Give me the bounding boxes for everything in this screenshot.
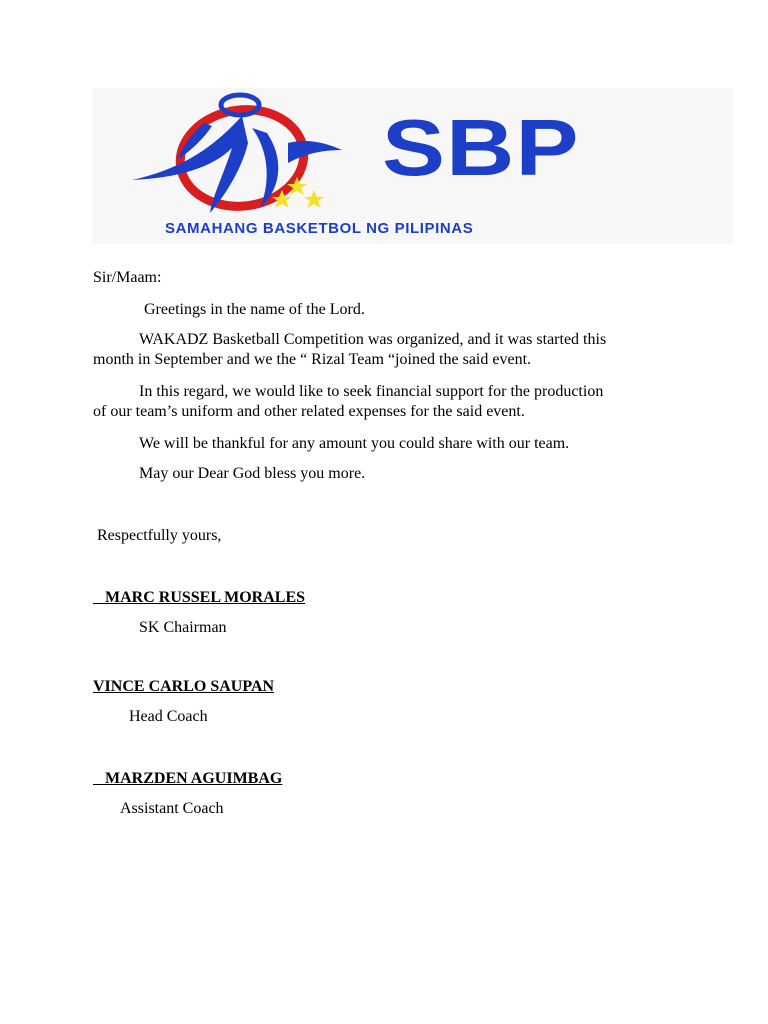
signatory-title: SK Chairman (139, 619, 227, 636)
paragraph-3: We will be thankful for any amount you could share with our team. (139, 435, 570, 452)
signatory-name: MARZDEN AGUIMBAG (93, 770, 283, 787)
paragraph-2-line-1: In this regard, we would like to seek financial support for the production (139, 383, 604, 400)
letterhead-logo (92, 88, 733, 244)
logo-organization-name: SAMAHANG BASKETBOL NG PILIPINAS (165, 220, 474, 237)
logo-abbreviation: SBP (382, 103, 580, 192)
paragraph-1-line-1: WAKADZ Basketball Competition was organized, and it was started this (139, 331, 607, 348)
paragraph-1-line-2: month in September and we the “ Rizal Team “joined the said event. (93, 351, 532, 368)
greeting: Greetings in the name of the Lord. (144, 301, 365, 318)
signatory-name: MARC RUSSEL MORALES (93, 589, 306, 606)
paragraph-4: May our Dear God bless you more. (139, 465, 366, 482)
paragraph-2-line-2: of our team’s uniform and other related expenses for the said event. (93, 403, 525, 420)
signatory-title: Assistant Coach (120, 800, 224, 817)
salutation: Sir/Maam: (93, 269, 162, 286)
signatory-title: Head Coach (129, 708, 208, 725)
closing: Respectfully yours, (97, 527, 222, 544)
signatory-name: VINCE CARLO SAUPAN (93, 678, 275, 695)
